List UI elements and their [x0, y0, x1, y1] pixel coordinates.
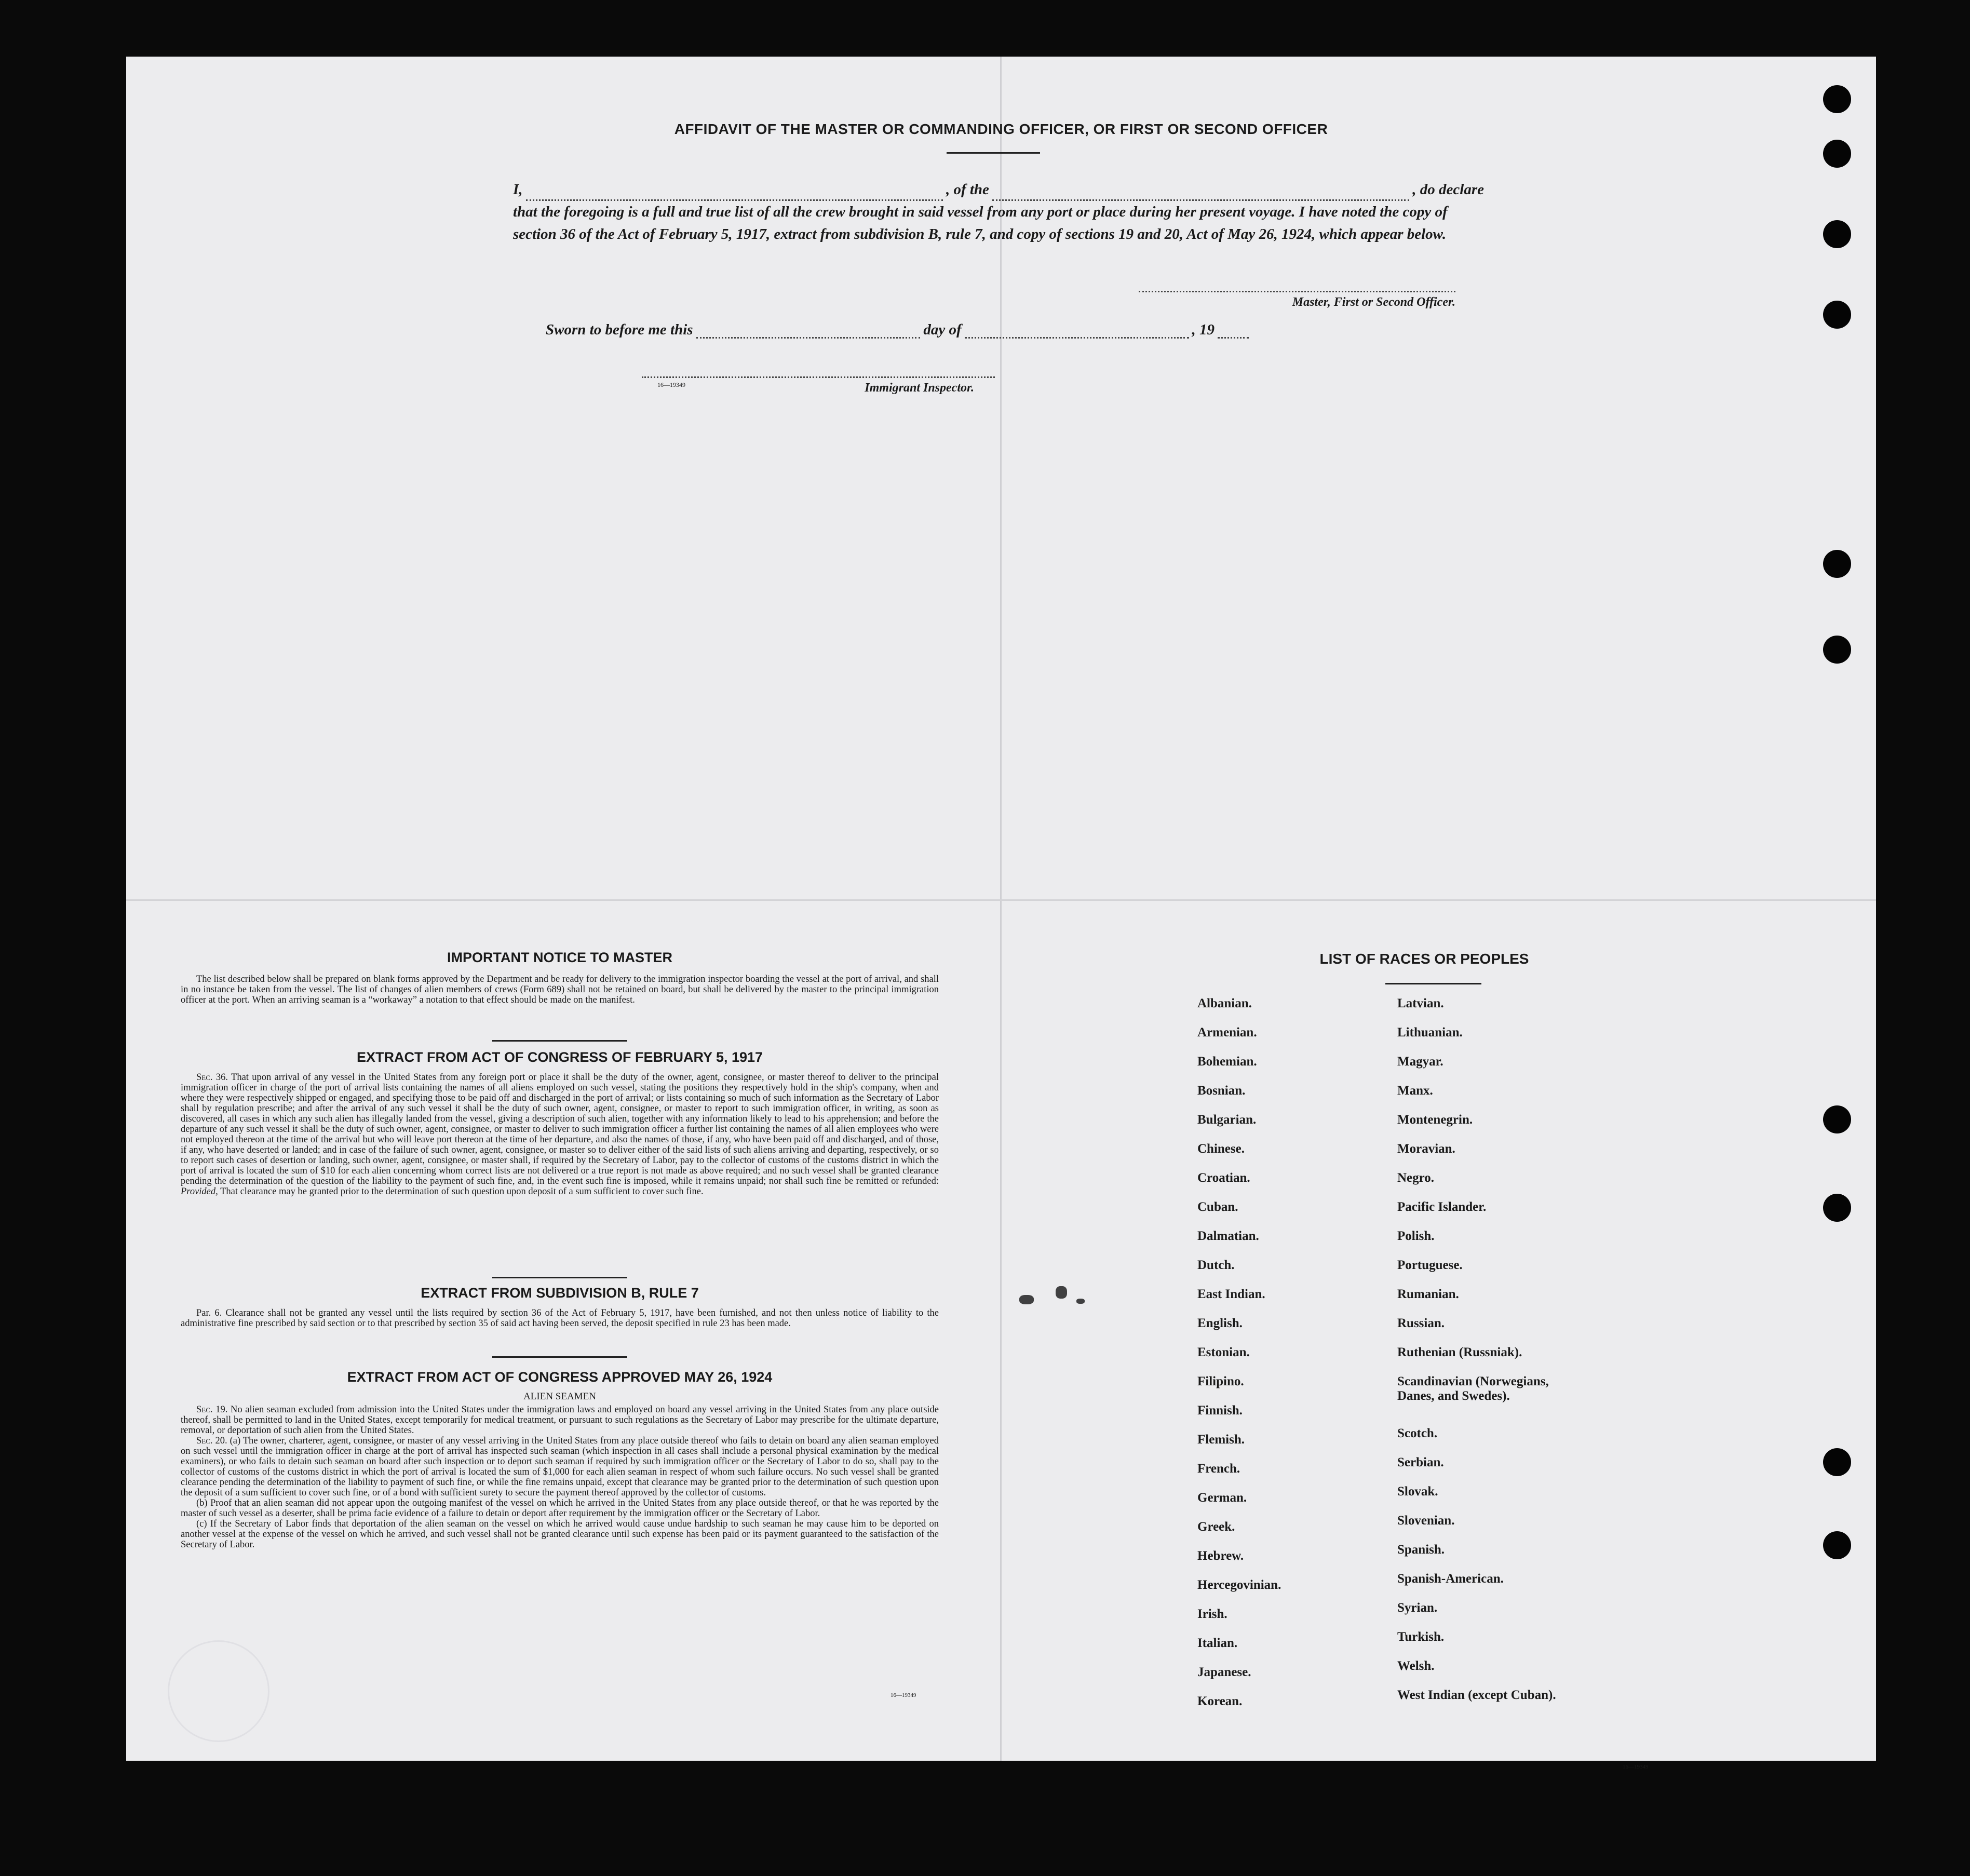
race-item: Bosnian.	[1197, 1084, 1246, 1098]
race-item: Armenian.	[1197, 1025, 1257, 1040]
race-item: Turkish.	[1397, 1630, 1445, 1644]
binder-hole	[1823, 220, 1851, 248]
race-item: Scandinavian (Norwegians, Danes, and Swedes).	[1397, 1374, 1549, 1403]
race-item: Filipino.	[1197, 1374, 1244, 1388]
races-title: LIST OF RACES OR PEOPLES	[1319, 951, 1529, 967]
declaration-do-declare: , do declare	[1412, 181, 1485, 198]
form-code: 16—19349	[1623, 1764, 1649, 1770]
binder-hole	[1823, 301, 1851, 329]
race-item: Polish.	[1397, 1229, 1435, 1243]
race-item: Albanian.	[1197, 996, 1252, 1010]
declaration-of-the: , of the	[946, 181, 989, 198]
affidavit-title: AFFIDAVIT OF THE MASTER OR COMMANDING OFFICER, OR FIRST OR SECOND OFFICER	[674, 121, 1328, 137]
extract-1917-title: EXTRACT FROM ACT OF CONGRESS OF FEBRUARY 5, 1917	[356, 1049, 763, 1065]
race-item: Greek.	[1197, 1520, 1235, 1534]
notice-title: IMPORTANT NOTICE TO MASTER	[447, 950, 672, 965]
inspector-signature-block	[642, 373, 995, 395]
race-item: East Indian.	[1197, 1287, 1265, 1301]
fold-crease-horizontal	[126, 899, 1876, 901]
sec20c-paragraph: (c) If the Secretary of Labor finds that deportation of the alien seaman on the vessel on which he arrived would cause undue hardship to such seaman he may cause him to be deported on another vessel at the expense of the vessel on which he arrived, and such vessel shall not be granted clearance until such expense has been paid or its payment guaranteed to the satisfaction of the Secretary of Labor.	[181, 1519, 939, 1550]
section-rule	[492, 1277, 627, 1278]
race-item: Flemish.	[1197, 1433, 1245, 1447]
sec19-text: No alien seaman excluded from admission into the United States under the immigration laws and employed on board any vessel arriving in the United States from any place outside thereof, shall be permitted to land in the United States, except temporarily for medical treatment, or pursuant to such regulations as the Secretary of Labor may prescribe for the ultimate departure, removal, or deportation of such alien from the United States.	[181, 1405, 939, 1436]
sworn-day-field[interactable]	[696, 326, 921, 339]
sworn-month-field[interactable]	[965, 326, 1189, 339]
year-prefix: , 19	[1192, 321, 1215, 338]
document-page	[126, 57, 1876, 1770]
race-item: Slovak.	[1397, 1484, 1438, 1499]
title-rule	[947, 152, 1040, 154]
race-item: Pacific Islander.	[1397, 1200, 1487, 1214]
sworn-year-field[interactable]	[1218, 326, 1249, 339]
ink-smudge	[1056, 1286, 1067, 1299]
vessel-field[interactable]	[992, 188, 1409, 201]
declaration-body: that the foregoing is a full and true list of all the crew brought in said vessel from any port or place during her present voyage. I have noted the copy of section 36 of the Act of February 5, 1917, extract from subdivision B, rule 7, and copy of sections 19 and 20, Act of May 26, 1924, which appear below.	[513, 204, 1448, 242]
race-item: Magyar.	[1397, 1055, 1443, 1069]
extract-1924-subtitle: ALIEN SEAMEN	[523, 1391, 596, 1402]
race-item: Korean.	[1197, 1694, 1243, 1708]
binder-hole	[1823, 140, 1851, 168]
inspector-caption: Immigrant Inspector.	[865, 381, 974, 395]
races-rule	[1385, 983, 1481, 984]
race-item: Spanish.	[1397, 1543, 1445, 1557]
declaration-i: I,	[513, 181, 523, 198]
ink-smudge	[1019, 1295, 1034, 1304]
extract-1924-body	[181, 1405, 939, 1550]
day-of-text: day of	[923, 321, 962, 338]
race-item: Lithuanian.	[1397, 1025, 1463, 1040]
sec20a-text: (a) The owner, charterer, agent, consignee, or master of any vessel arriving in the United States from any place outside thereof who fails to detain on board any alien seaman employed on such vessel until the immigration officer in charge at the port of arrival has inspected such seaman (which inspection in all cases shall include a personal physical examination by the medical examiners), or who fails to detain such seaman on board after such inspection or to deport such seaman if required by such immigration officer or the Secretary of Labor to do so, shall pay to the collector of customs of the customs district in which the port of arrival is located the sum of $1,000 for each alien seaman in respect of whom such failure occurs. No such vessel shall be granted clearance pending the determination of the liability to payment of such fine, or while the fine remains unpaid, except that clearance may be granted prior to the determination of such question upon the deposit of a sum sufficient to cover such fine, or of a bond with sufficient surety to secure the payment thereof approved by the collector of customs.	[181, 1436, 939, 1498]
race-item: Montenegrin.	[1397, 1113, 1473, 1127]
binder-hole	[1823, 85, 1851, 113]
race-item: Ruthenian (Russniak).	[1397, 1345, 1522, 1359]
extract-rule7-title: EXTRACT FROM SUBDIVISION B, RULE 7	[421, 1285, 699, 1301]
race-item: Spanish-American.	[1397, 1572, 1504, 1586]
races-column-2	[1397, 996, 1584, 1717]
sec20b-paragraph: (b) Proof that an alien seaman did not appear upon the outgoing manifest of the vessel on which he arrived in the United States from any place outside thereof, or that he was reported by the master of such vessel as a deserter, shall be prima facie evidence of a failure to detain or deport after requirement by the immigration officer or the Secretary of Labor.	[181, 1498, 939, 1519]
extract-rule7-body: Par. 6. Clearance shall not be granted any vessel until the lists required by section 36 of the Act of February 5, 1917, have been furnished, and not then unless notice of liability to the administrative fine prescribed by said section or to that prescribed by section 35 of said act having been served, the deposit specified in rule 23 has been made.	[181, 1308, 939, 1329]
section-rule	[492, 1356, 627, 1358]
form-code: 16—19349	[657, 381, 685, 388]
race-item: Latvian.	[1397, 996, 1444, 1010]
binder-hole	[1823, 550, 1851, 578]
provided-text: Provided,	[181, 1186, 218, 1197]
race-item: Moravian.	[1397, 1142, 1455, 1156]
sec36-label: Sec. 36.	[196, 1072, 228, 1083]
notice-body: The list described below shall be prepared on blank forms approved by the Department and be ready for delivery to the immigration inspector boarding the vessel at the port of arrival, and shall in no instance be taken from the vessel. The list of changes of alien members of crews (Form 689) shall not be retained on board, but shall be delivered by the master to the principal immigration officer at the port. When an arriving seaman is a “workaway” a notation to that effect should be made on the manifest.	[181, 974, 939, 1005]
sec19-label: Sec. 19.	[196, 1405, 228, 1415]
race-item: German.	[1197, 1491, 1247, 1505]
race-item: Bulgarian.	[1197, 1113, 1257, 1127]
binder-hole	[1823, 1105, 1851, 1133]
extract-1917-body	[181, 1072, 939, 1197]
fold-crease-vertical	[1000, 57, 1002, 1761]
race-item: Cuban.	[1197, 1200, 1238, 1214]
binder-hole	[1823, 1531, 1851, 1559]
name-field[interactable]	[526, 188, 943, 201]
form-code: 16—19349	[890, 1692, 916, 1698]
race-item: Dalmatian.	[1197, 1229, 1259, 1243]
master-signature-caption: Master, First or Second Officer.	[1292, 295, 1455, 309]
ink-smudge	[1076, 1299, 1085, 1304]
binder-hole	[1823, 1194, 1851, 1222]
races-column-1	[1197, 996, 1281, 1723]
sec36-text: That upon arrival of any vessel in the United States from any foreign port or place it shall be the duty of the owner, agent, consignee, or master thereof to deliver to the principal immigration officer in charge of the port of arrival lists containing the names of all aliens employed on such vessel, stating the positions they respectively hold in the ship's company, when and where they were respectively shipped or engaged, and specifying those to be paid off and discharged in the port of arrival; or lists containing so much of such information as the Secretary of Labor shall by regulation prescribe; and after the arrival of any such vessel it shall be the duty of such owner, agent, consignee, or master to report to such immigration officer, in writing, as soon as discovered, all cases in which any such alien has illegally landed from the vessel, giving a description of such alien, together with any information likely to lead to his apprehension; and before the departure of any such vessel it shall be the duty of such owner, agent, consignee, or master to deliver to such immigration officer a further list containing the names of all alien employees who were not employed thereon at the time of the arrival but who will leave port thereon at the time of her departure, and also the names of those, if any, who have been paid off and discharged, and of those, if any, who have deserted or landed; and in case of the failure of such owner, agent, consignee, or master so to deliver either of the said lists of such aliens arriving and departing, respectively, or so to report such cases of desertion or landing, such owner, agent, consignee, or master shall, if required by the Secretary of Labor, pay to the collector of customs of the customs district in which the port of arrival is located the sum of $10 for each alien concerning whom correct lists are not delivered or a true report is not made as above required; and no such vessel shall be granted clearance pending the determination of the question of the liability to the payment of such fine, and, in the event such fine is imposed, while it remains unpaid; nor shall such fine be remitted or refunded:	[181, 1072, 939, 1186]
section-rule	[492, 1040, 627, 1042]
race-item: Slovenian.	[1397, 1514, 1455, 1528]
race-item: Estonian.	[1197, 1345, 1250, 1359]
binder-hole	[1823, 636, 1851, 664]
sworn-line	[546, 321, 1252, 339]
race-item: Rumanian.	[1397, 1287, 1459, 1301]
race-item: Croatian.	[1197, 1171, 1250, 1185]
race-item: Serbian.	[1397, 1455, 1444, 1469]
embossed-seal	[168, 1640, 269, 1742]
race-item: Japanese.	[1197, 1665, 1251, 1679]
race-item: Syrian.	[1397, 1601, 1438, 1615]
sworn-text: Sworn to before me this	[546, 321, 693, 338]
race-item: Irish.	[1197, 1607, 1227, 1621]
race-item: English.	[1197, 1316, 1243, 1330]
sec19-paragraph	[181, 1405, 939, 1436]
race-item: Russian.	[1397, 1316, 1445, 1330]
race-item: West Indian (except Cuban).	[1397, 1688, 1556, 1702]
race-item: Manx.	[1397, 1084, 1433, 1098]
race-item: Negro.	[1397, 1171, 1435, 1185]
race-item: Bohemian.	[1197, 1055, 1257, 1069]
race-item: Scotch.	[1397, 1426, 1438, 1440]
race-item: Finnish.	[1197, 1403, 1243, 1418]
inspector-signature-line[interactable]	[642, 373, 995, 378]
race-item: Chinese.	[1197, 1142, 1245, 1156]
master-signature-block	[1139, 288, 1455, 309]
race-item: French.	[1197, 1462, 1240, 1476]
master-signature-line[interactable]	[1139, 288, 1455, 292]
race-item: Hebrew.	[1197, 1549, 1244, 1563]
race-item: Dutch.	[1197, 1258, 1235, 1272]
race-item: Welsh.	[1397, 1659, 1435, 1673]
race-item: Italian.	[1197, 1636, 1238, 1650]
declaration	[513, 179, 1484, 246]
race-item: Hercegovinian.	[1197, 1578, 1281, 1592]
sec36-tail: That clearance may be granted prior to the determination of such question upon deposit of a sum sufficient to cover such fine.	[220, 1186, 704, 1197]
binder-hole	[1823, 1448, 1851, 1476]
race-item: Portuguese.	[1397, 1258, 1463, 1272]
sec20a-paragraph	[181, 1436, 939, 1498]
sec20-label: Sec. 20.	[196, 1436, 227, 1446]
extract-1924-title: EXTRACT FROM ACT OF CONGRESS APPROVED MAY 26, 1924	[347, 1369, 773, 1385]
